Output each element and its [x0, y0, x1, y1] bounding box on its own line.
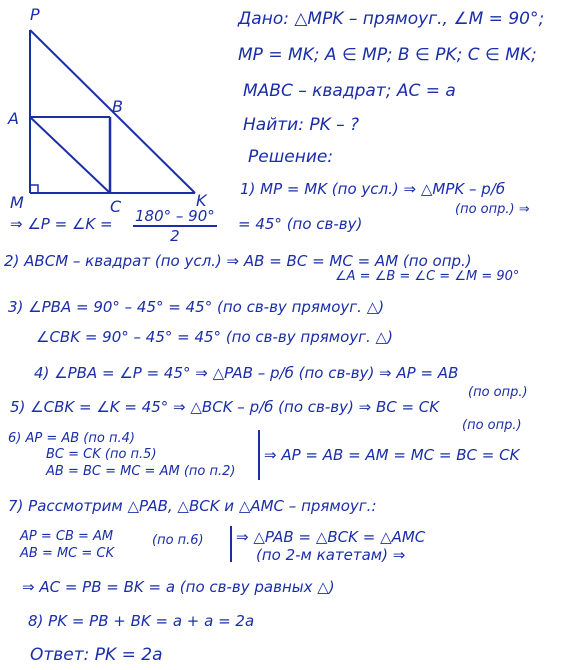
label-c: C	[110, 197, 122, 216]
label-k: K	[196, 191, 207, 210]
step-5-line-b: (по опр.)	[462, 418, 522, 433]
right-angle-mark	[30, 185, 38, 193]
step-1-fraction	[133, 207, 217, 245]
step-7-line-c: AB = MC = CK	[20, 546, 115, 561]
step-3-line-b: ∠CBK = 90° – 45° = 45° (по св-ву прямоуг. △)	[36, 328, 393, 346]
step-7-line-e: ⇒ △PAB = △BCK = △AMC	[236, 528, 426, 546]
step-6-line-c: AB = BC = MC = AM (по п.2)	[46, 464, 236, 479]
label-m: M	[10, 193, 24, 212]
given-line-3: MABC – квадрат; AC = a	[243, 81, 456, 101]
step-6-line-a: 6) AP = AB (по п.4)	[8, 431, 135, 446]
triangle-figure	[0, 0, 230, 240]
step-7-line-b: AP = CB = AM	[20, 529, 114, 544]
step-7-bracket	[230, 526, 232, 562]
label-a: A	[8, 109, 19, 128]
step-5-line-a: 5) ∠CBK = ∠K = 45° ⇒ △BCK – р/б (по св-ву) ⇒ BC = CK	[10, 398, 440, 416]
step-3-line-a: 3) ∠PBA = 90° – 45° = 45° (по св-ву прямоуг. △)	[8, 298, 385, 316]
fraction-denominator: 2	[170, 227, 180, 245]
label-p: P	[30, 5, 40, 24]
step-4-line-b: (по опр.)	[468, 385, 528, 400]
step-6-line-b: BC = CK (по п.5)	[46, 447, 157, 462]
solution-title: Решение:	[248, 147, 334, 167]
step-1-line-a: 1) MP = MK (по усл.) ⇒ △MPK – р/б	[240, 180, 506, 198]
step-1-line-c: ⇒ ∠P = ∠K =	[10, 215, 113, 233]
answer-line: Ответ: PK = 2a	[30, 645, 163, 665]
step-2-line-a: 2) ABCM – квадрат (по усл.) ⇒ AB = BC = MC = AM (по опр.)	[4, 252, 472, 270]
diagonal-ac	[30, 117, 110, 193]
fraction-numerator: 180° – 90°	[135, 207, 215, 225]
step-7-line-g: ⇒ AC = PB = BK = a (по св-ву равных △)	[22, 578, 335, 596]
step-7-line-a: 7) Рассмотрим △PAB, △BCK и △AMC – прямоуг.:	[8, 497, 377, 515]
label-b: B	[112, 97, 123, 116]
step-6-conclusion: ⇒ AP = AB = AM = MC = BC = CK	[264, 446, 520, 464]
step-4-line-a: 4) ∠PBA = ∠P = 45° ⇒ △PAB – р/б (по св-ву) ⇒ AP = AB	[34, 364, 459, 382]
given-line-1: Дано: △MPK – прямоуг., ∠M = 90°;	[238, 9, 545, 29]
step-8-line: 8) PK = PB + BK = a + a = 2a	[28, 612, 255, 630]
step-1-line-b: (по опр.) ⇒	[455, 202, 530, 217]
given-line-2: MP = MK; A ∈ MP; B ∈ PK; C ∈ MK;	[238, 45, 537, 65]
step-2-line-b: ∠A = ∠B = ∠C = ∠M = 90°	[335, 269, 520, 284]
step-7-line-f: (по 2-м катетам) ⇒	[256, 546, 406, 564]
step-1-line-d: = 45° (по св-ву)	[238, 215, 363, 233]
find-line: Найти: PK – ?	[243, 115, 360, 135]
step-6-bracket	[258, 430, 260, 480]
step-7-ref: (по п.6)	[152, 533, 204, 548]
